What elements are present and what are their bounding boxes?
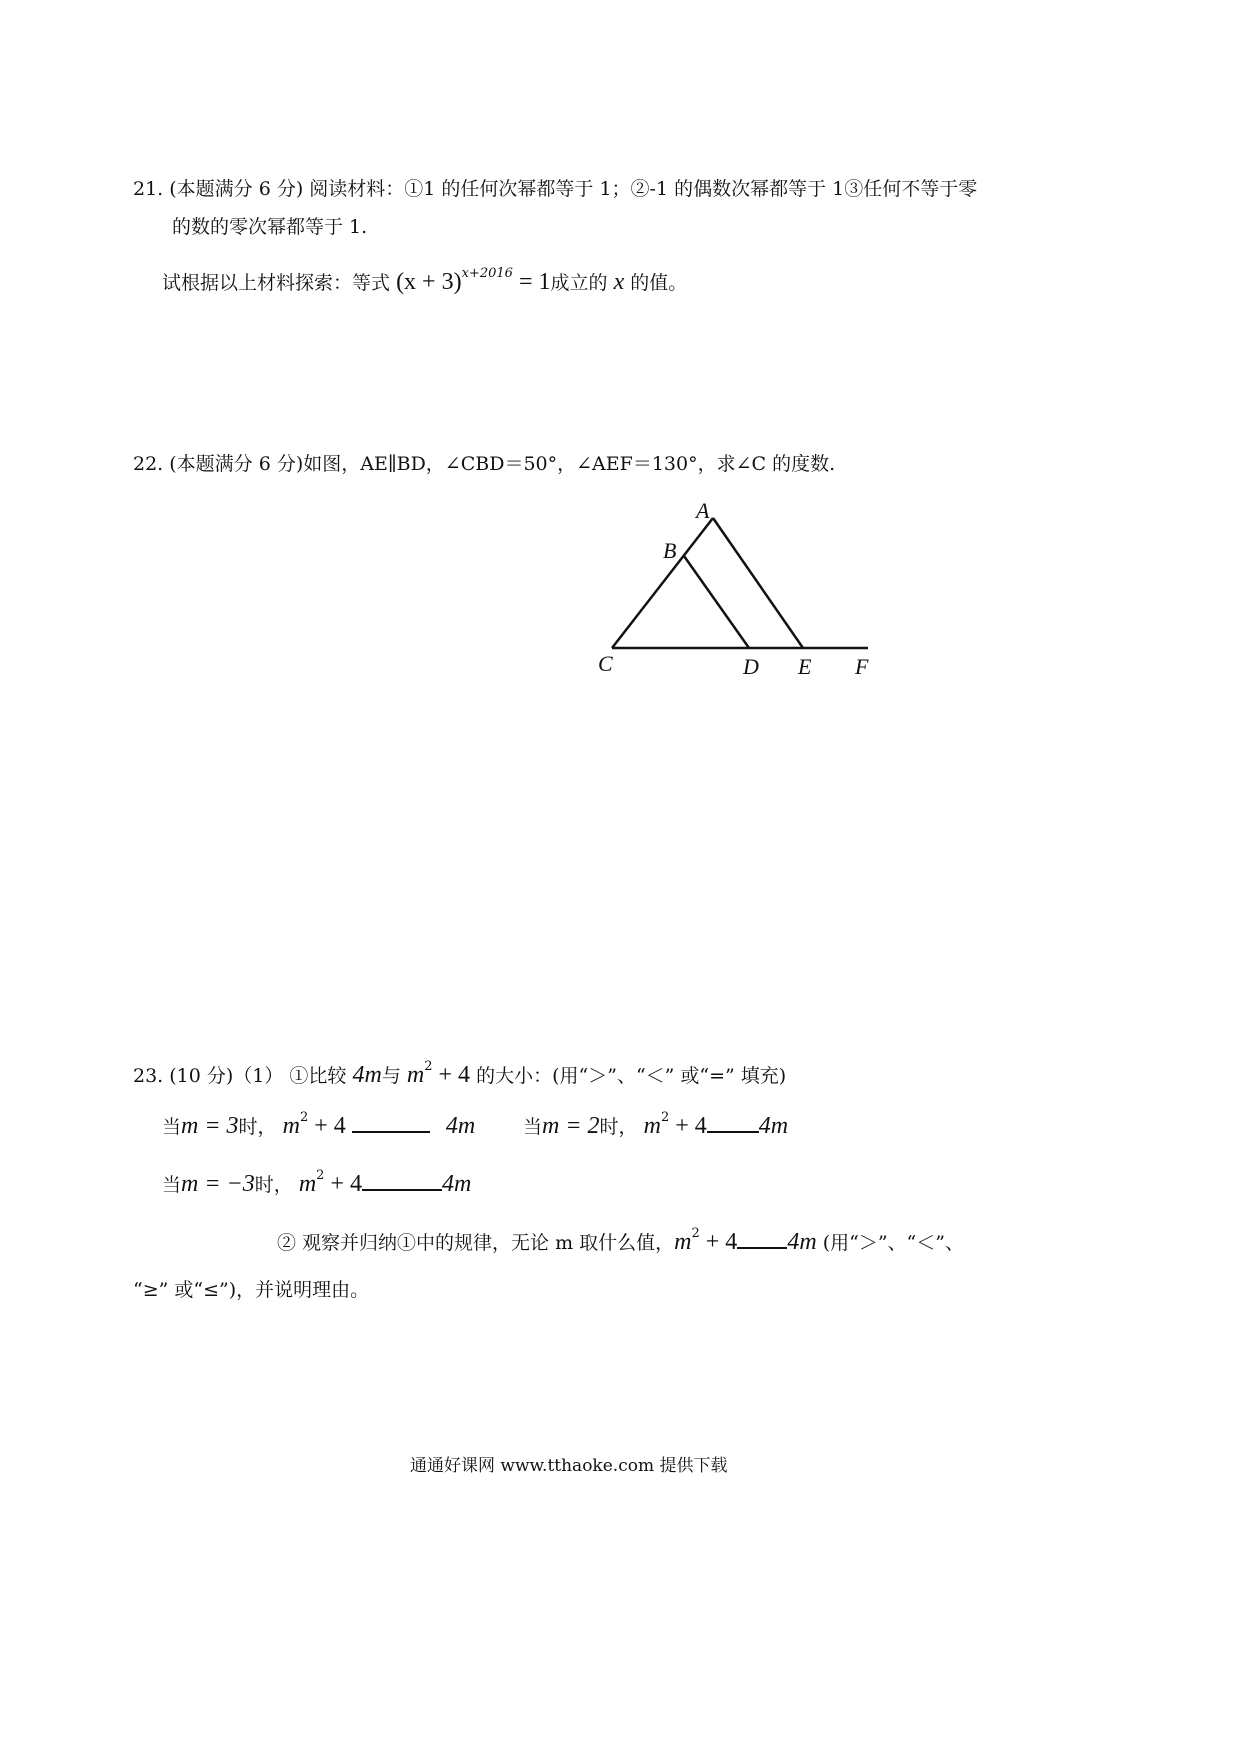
q23-head-b: 与 (381, 1065, 401, 1087)
label-A: A (696, 498, 710, 523)
case-m2-m: m (643, 1113, 661, 1139)
footer-text: 通通好课网 www.tthaoke.com 提供下载 (410, 1456, 728, 1476)
label-D: D (743, 654, 759, 679)
q23-observe-line1 (277, 1228, 964, 1257)
q21-suffix: 的值。 (630, 272, 688, 294)
observe-blank[interactable] (737, 1229, 787, 1249)
case-m3-blank[interactable] (352, 1113, 430, 1133)
q23-head-a: 23. (10 分)（1） ①比较 (133, 1065, 347, 1087)
case-m3-m: m (282, 1113, 300, 1139)
case-mneg3-cond: m = −3 (181, 1171, 255, 1197)
case-mneg3-m: m (298, 1171, 317, 1197)
q23-case-m3 (162, 1112, 475, 1141)
q21-mid: 成立的 (550, 272, 608, 294)
case-m2-cond: m = 2 (542, 1113, 600, 1139)
q21-exponent: x+2016 (461, 266, 513, 281)
observe-m: m (674, 1229, 692, 1255)
observe-plus4: + 4 (699, 1229, 738, 1255)
q22-text: 22. (本题满分 6 分)如图，AE∥BD，∠CBD＝50°，∠AEF＝130°，求∠C 的度数. (133, 453, 836, 475)
q23-heading (133, 1061, 786, 1090)
case-mneg3-shi: 时， (254, 1174, 293, 1196)
observe-text-b: (用“＞”、“＜”、 (822, 1232, 964, 1254)
case-mneg3-dang: 当 (162, 1174, 182, 1196)
case-m3-cond: m = 3 (181, 1113, 239, 1139)
observe-text-a: ② 观察并归纳①中的规律，无论 m 取什么值， (277, 1232, 675, 1254)
q21-prefix: 试根据以上材料探索：等式 (162, 272, 391, 294)
case-m2-plus4: + 4 (669, 1113, 707, 1139)
case-mneg3-blank[interactable] (362, 1171, 442, 1191)
case-m3-dang: 当 (162, 1116, 182, 1138)
q21-line1: 21. (本题满分 6 分) 阅读材料：①1 的任何次幂都等于 1；②-1 的偶数次幂都等于 1③任何不等于零 (133, 178, 978, 200)
segment-AE (713, 518, 803, 648)
observe-sq: 2 (691, 1226, 700, 1241)
label-E: E (798, 654, 812, 679)
case-m3-sq: 2 (299, 1110, 309, 1125)
case-m2-dang: 当 (523, 1116, 543, 1138)
q23-case-m2 (523, 1112, 788, 1141)
case-mneg3-rhs: 4m (441, 1171, 472, 1197)
label-C: C (598, 651, 613, 676)
case-mneg3-sq: 2 (316, 1168, 325, 1183)
observe-rhs: 4m (787, 1229, 817, 1255)
case-m3-shi: 时， (238, 1116, 277, 1138)
segment-BD (684, 556, 749, 648)
q21-line2: 的数的零次幂都等于 1. (172, 216, 368, 238)
q23-m: m (406, 1062, 425, 1088)
case-m2-blank[interactable] (707, 1113, 759, 1133)
q21-eq: = 1 (518, 269, 551, 295)
q23-plus4: + 4 (432, 1062, 471, 1088)
q23-4m: 4m (352, 1062, 382, 1088)
case-m2-rhs: 4m (758, 1113, 789, 1139)
case-m3-plus4: + 4 (308, 1113, 346, 1139)
q23-head-c: 的大小：(用“＞”、“＜” 或“=” 填充) (476, 1065, 787, 1087)
label-B: B (663, 538, 677, 563)
q23-observe-line2: “≥” 或“≤”)，并说明理由。 (133, 1279, 370, 1301)
case-m2-shi: 时， (599, 1116, 638, 1138)
q21-var: x (613, 269, 625, 295)
q23-square: 2 (424, 1059, 433, 1074)
case-m3-rhs: 4m (445, 1113, 476, 1139)
q23-case-mneg3 (162, 1170, 471, 1199)
case-mneg3-plus4: + 4 (324, 1171, 362, 1197)
case-m2-sq: 2 (660, 1110, 670, 1125)
label-F: F (855, 654, 869, 679)
q21-base: (x + 3) (396, 269, 462, 295)
